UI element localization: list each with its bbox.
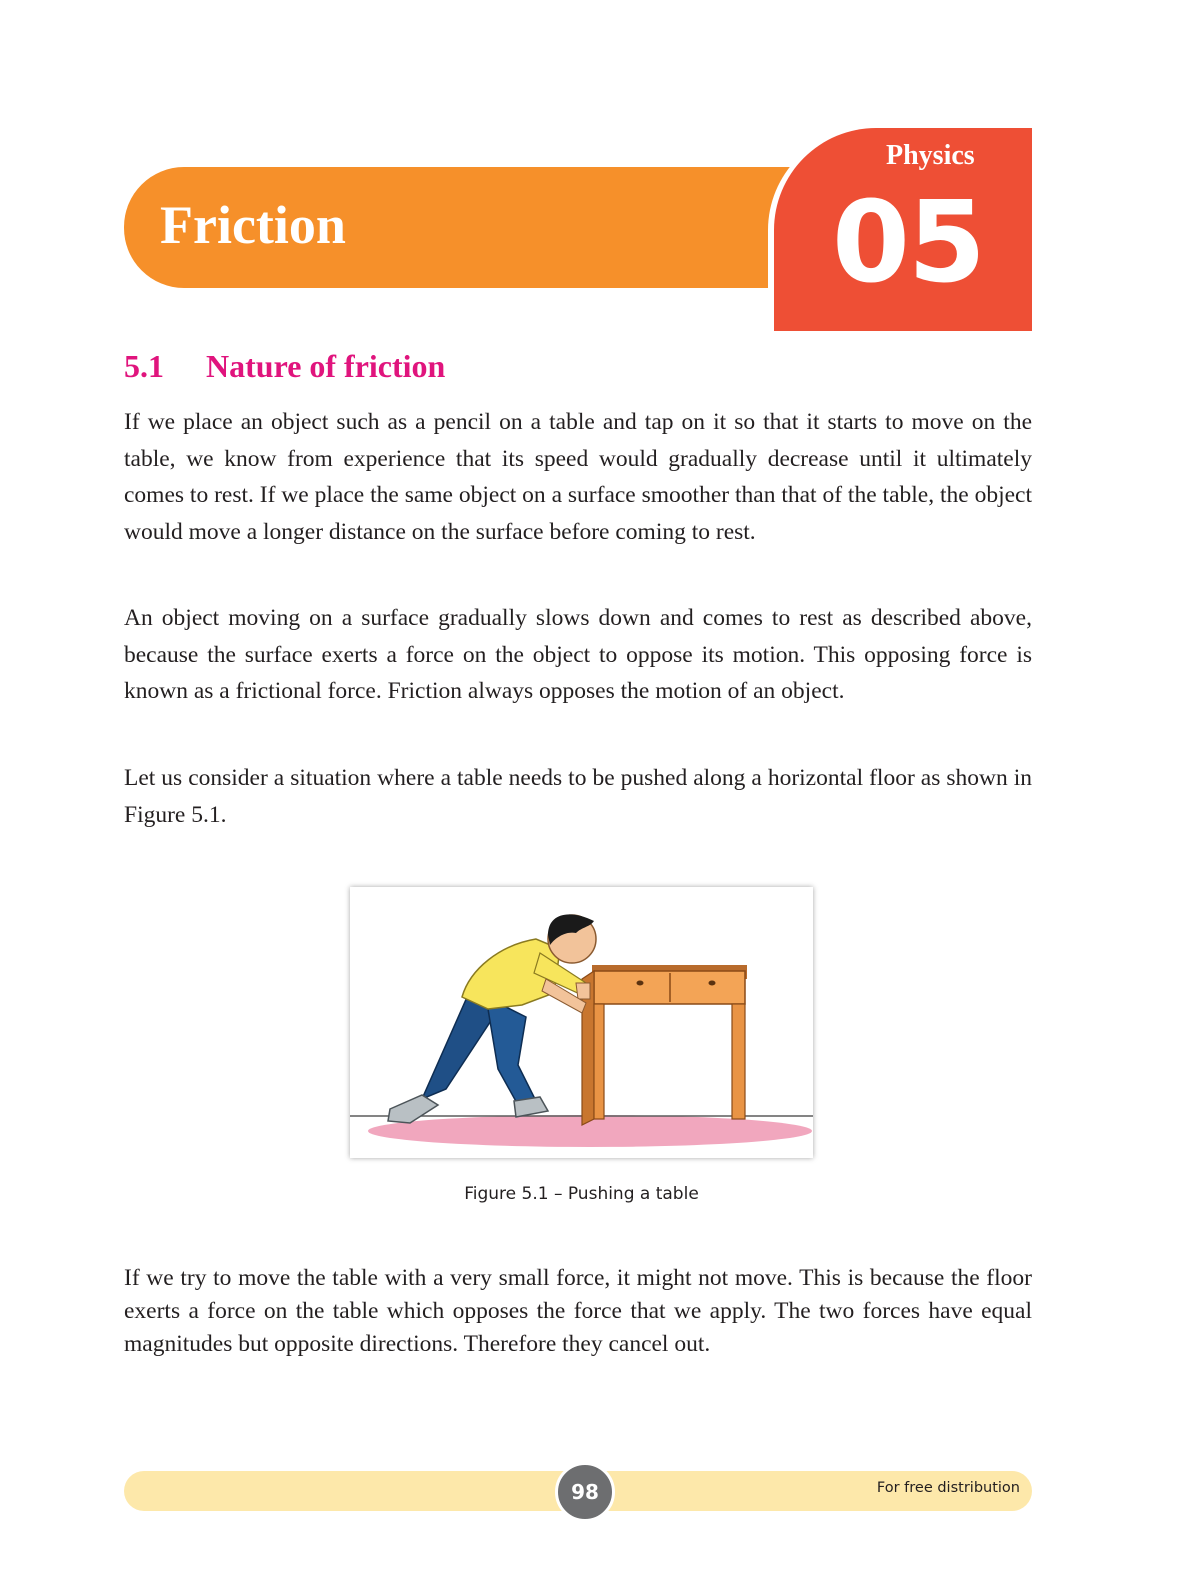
- paragraph-4: If we try to move the table with a very small force, it might not move. This is because the floor exerts a force on the table which opposes the force that we apply. The two forces have equal magnitudes but opposite directions. Therefore they cancel out.: [124, 1265, 1032, 1357]
- figure-caption: Figure 5.1 – Pushing a table: [464, 1184, 699, 1204]
- footer-text: For free distribution: [876, 1480, 1020, 1496]
- chapter-title: Friction: [160, 195, 346, 255]
- figure-pushing-table: [350, 887, 813, 1158]
- boy-illustration: [388, 914, 596, 1123]
- chapter-number: 05: [832, 178, 984, 308]
- page-number: 98: [555, 1462, 615, 1522]
- table-illustration: [582, 965, 747, 1125]
- section-number: 5.1: [124, 348, 164, 384]
- subject-name: Physics: [886, 140, 975, 171]
- section-heading: [124, 348, 445, 385]
- paragraph-2: An object moving on a surface gradually slows down and comes to rest as described above, because the surface exerts a force on the object to oppose its motion. This opposing force is known as a frictional force. Friction always opposes the motion of an object.: [124, 605, 1032, 704]
- figure-illustration: [350, 887, 813, 1158]
- paragraph-3: Let us consider a situation where a table needs to be pushed along a horizontal floor as shown in Figure 5.1.: [124, 765, 1032, 828]
- section-title: Nature of friction: [206, 348, 446, 384]
- paragraph-1: If we place an object such as a pencil on a table and tap on it so that it starts to move on the table, we know from experience that its speed would gradually decrease until it ultimately comes to rest. If we place the same object on a surface smoother than that of the table, the object would move a longer distance on the surface before coming to rest.: [124, 409, 1032, 545]
